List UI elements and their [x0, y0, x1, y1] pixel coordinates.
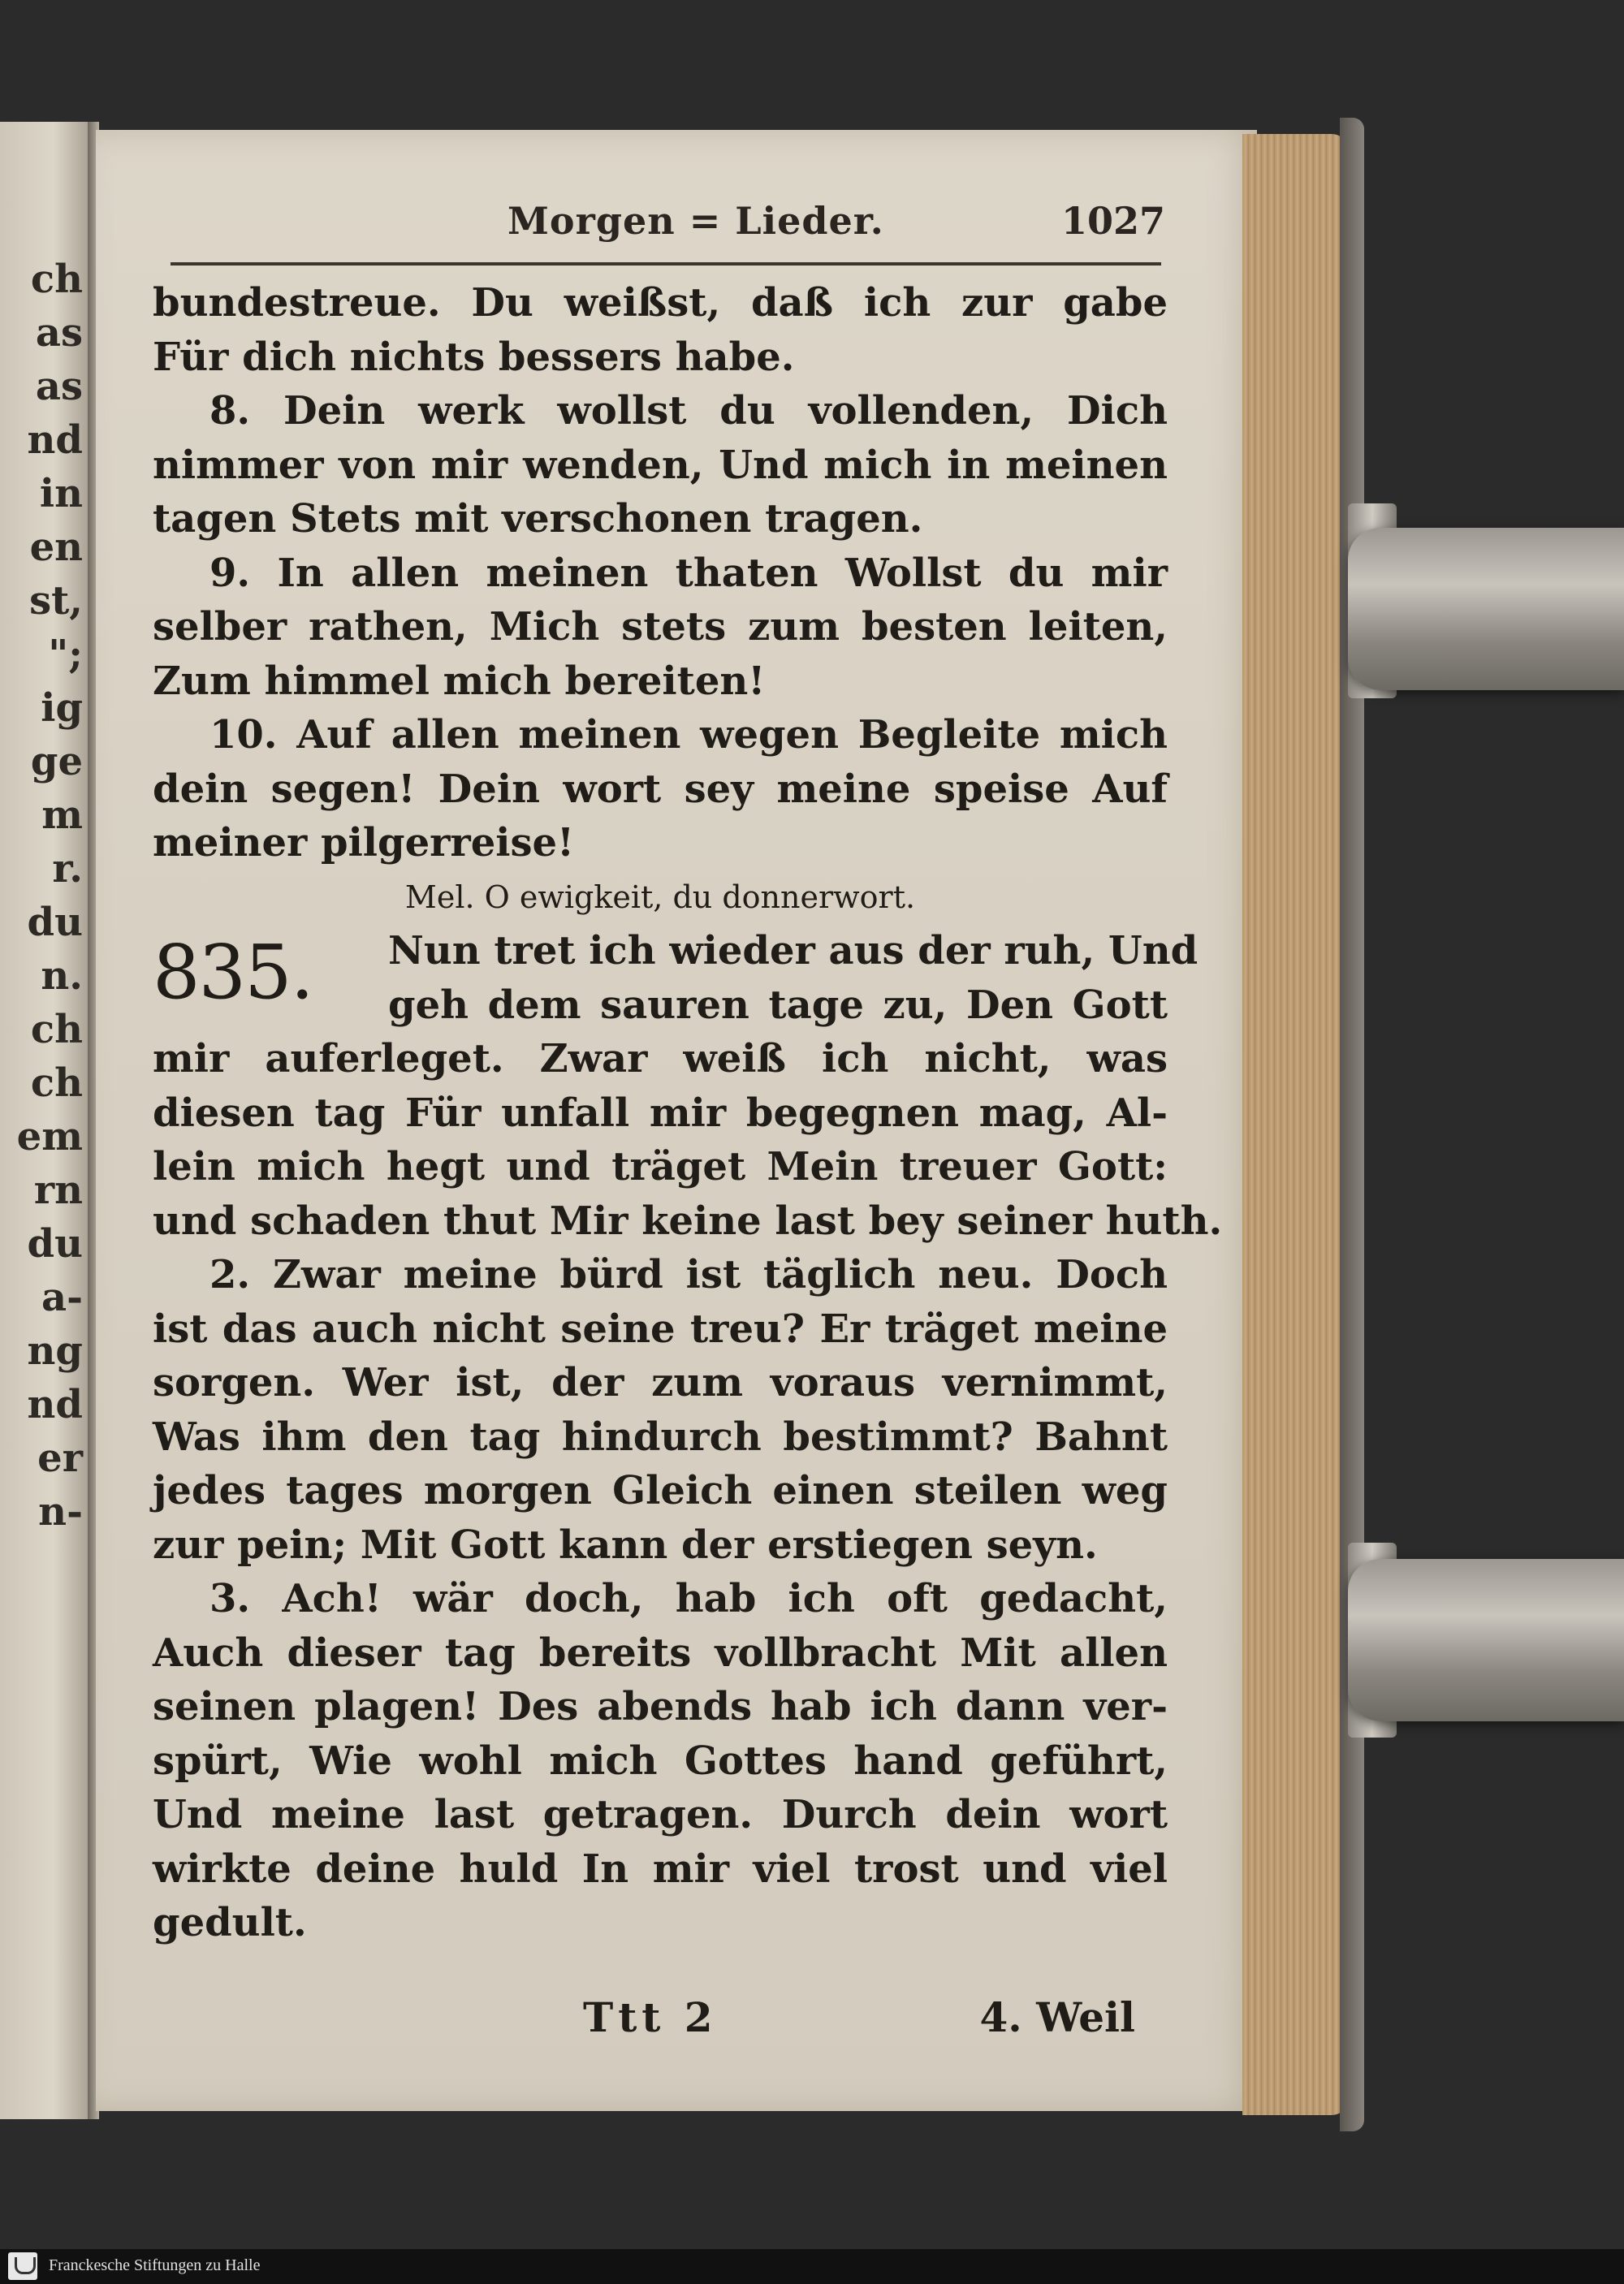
facing-page-fragment: n- — [38, 1489, 83, 1535]
facing-page-fragment: st, — [29, 578, 83, 624]
text-line — [153, 546, 1168, 601]
text-line — [153, 1788, 1168, 1842]
facing-page-fragment: ch — [30, 1060, 83, 1106]
catchword: 4. Weil — [979, 1993, 1135, 2041]
page-footer — [153, 1993, 1135, 2050]
text-line-content: Zum himmel mich bereiten! — [153, 658, 766, 704]
facing-page-fragment: as — [35, 364, 83, 409]
text-line-content: geh dem sauren tage zu, Den Gott — [388, 982, 1168, 1028]
facing-page-fragment: rn — [33, 1168, 83, 1213]
text-line-content: tagen Stets mit verschonen tragen. — [153, 496, 923, 542]
text-line — [153, 384, 1168, 438]
facing-page-fragment: ge — [30, 739, 83, 784]
text-line — [153, 1896, 1168, 1950]
text-line-content: meiner pilgerreise! — [153, 820, 575, 866]
text-line-content: zur pein; Mit Gott kann der erstiegen seyn. — [153, 1522, 1098, 1568]
text-line-content: jedes tages morgen Gleich einen steilen weg — [153, 1468, 1168, 1513]
text-line — [153, 1248, 1168, 1302]
facing-page-fragment: r. — [52, 846, 83, 892]
page-number: 1027 — [1060, 199, 1165, 243]
text-line-content: spürt, Wie wohl mich Gottes hand geführt, — [153, 1738, 1168, 1784]
text-line-content: 2. Zwar meine bürd ist täglich neu. Doch — [209, 1252, 1168, 1297]
text-line — [153, 492, 1168, 546]
text-line — [153, 1734, 1168, 1789]
text-line-content: gedult. — [153, 1900, 307, 1945]
metal-clasp-lower — [1348, 1559, 1624, 1721]
text-line-content: Auch dieser tag bereits vollbracht Mit allen — [153, 1630, 1168, 1676]
text-line — [153, 330, 1168, 385]
hymn-text-block — [153, 276, 1223, 1950]
facing-page-fragment: ch — [30, 257, 83, 302]
facing-page-fragment: a- — [41, 1275, 83, 1320]
facing-page-fragment: du — [27, 1221, 83, 1267]
facing-page-fragment: "; — [48, 632, 83, 677]
facing-page-fragment: m — [41, 792, 83, 838]
text-line — [153, 1302, 1168, 1357]
text-line — [153, 1464, 1168, 1518]
text-line-content: nimmer von mir wenden, Und mich in meinen — [153, 442, 1168, 488]
text-line — [153, 1140, 1168, 1194]
text-line-content: Und meine last getragen. Durch dein wort — [153, 1792, 1168, 1837]
text-line-content: 3. Ach! wär doch, hab ich oft gedacht, — [209, 1576, 1168, 1621]
text-line — [153, 600, 1168, 654]
facing-page-fragment: em — [16, 1114, 83, 1159]
text-line — [153, 1518, 1168, 1573]
text-line — [153, 708, 1168, 762]
text-line-content: lein mich hegt und träget Mein treuer Gott: — [153, 1144, 1168, 1189]
running-title: Morgen = Lieder. — [508, 199, 884, 243]
facing-page-left — [0, 122, 92, 2119]
text-line-content: Mel. O ewigkeit, du donnerwort. — [404, 879, 916, 915]
text-line-content: 8. Dein werk wollst du vollenden, Dich — [209, 388, 1168, 434]
facing-page-fragment: er — [37, 1436, 83, 1481]
hymn-number: 835. — [153, 929, 313, 1016]
text-line — [153, 1194, 1223, 1249]
text-line-content: mir auferleget. Zwar weiß ich nicht, was — [153, 1036, 1168, 1082]
book-cover-edge — [1340, 118, 1364, 2131]
institution-logo-icon — [8, 2252, 37, 2280]
text-line-content: diesen tag Für unfall mir begegnen mag, Al- — [153, 1090, 1168, 1136]
facing-page-fragment: as — [35, 310, 83, 356]
signature-mark: Ttt 2 — [583, 1993, 718, 2041]
text-line-content: und schaden thut Mir keine last bey seiner huth. — [153, 1198, 1223, 1244]
text-line-content: Für dich nichts bessers habe. — [153, 334, 795, 380]
text-line — [153, 276, 1168, 330]
facing-page-fragment: du — [27, 900, 83, 945]
facing-page-fragment: ig — [41, 685, 83, 731]
text-line-content: Was ihm den tag hindurch bestimmt? Bahnt — [153, 1414, 1168, 1460]
facing-page-fragment: ch — [30, 1007, 83, 1052]
text-line-content: 10. Auf allen meinen wegen Begleite mich — [209, 712, 1168, 758]
text-line-content: Nun tret ich wieder aus der ruh, Und — [388, 928, 1199, 974]
text-line — [153, 1680, 1168, 1734]
running-head — [158, 199, 1165, 256]
page-block-edge — [1242, 134, 1348, 2115]
text-line-content: dein segen! Dein wort sey meine speise Auf — [153, 766, 1168, 812]
text-line-content: seinen plagen! Des abends hab ich dann ver- — [153, 1684, 1168, 1729]
facing-page-fragment: n. — [41, 953, 83, 999]
text-line-content: ist das auch nicht seine treu? Er träget meine — [153, 1306, 1168, 1352]
facing-page-fragment: en — [29, 525, 83, 570]
text-line-content: wirkte deine huld In mir viel trost und viel — [153, 1846, 1168, 1892]
text-line-content: bundestreue. Du weißst, daß ich zur gabe — [153, 280, 1168, 326]
text-line — [153, 978, 1168, 1033]
metal-clasp-upper — [1348, 528, 1624, 690]
text-line — [153, 762, 1168, 817]
text-line-content: sorgen. Wer ist, der zum voraus vernimmt, — [153, 1360, 1168, 1405]
facing-page-fragment: nd — [27, 417, 83, 463]
text-line — [153, 1086, 1168, 1141]
text-line-content: selber rathen, Mich stets zum besten leiten, — [153, 604, 1168, 650]
text-line — [153, 1626, 1168, 1681]
text-line — [153, 1032, 1168, 1086]
text-line-content: 9. In allen meinen thaten Wollst du mir — [209, 550, 1168, 596]
text-line — [153, 1410, 1168, 1465]
text-line — [153, 870, 1168, 925]
text-line — [153, 438, 1168, 493]
text-line — [153, 1356, 1168, 1410]
text-line — [153, 1842, 1168, 1897]
text-line — [153, 1572, 1168, 1626]
text-line — [153, 816, 1168, 870]
institution-name: Franckesche Stiftungen zu Halle — [49, 2256, 261, 2274]
institution-bar — [0, 2249, 1624, 2284]
text-line — [153, 654, 1168, 709]
header-rule — [171, 262, 1161, 266]
facing-page-fragment: in — [39, 471, 83, 516]
facing-page-fragment: ng — [27, 1328, 83, 1374]
facing-page-fragment: nd — [27, 1382, 83, 1427]
